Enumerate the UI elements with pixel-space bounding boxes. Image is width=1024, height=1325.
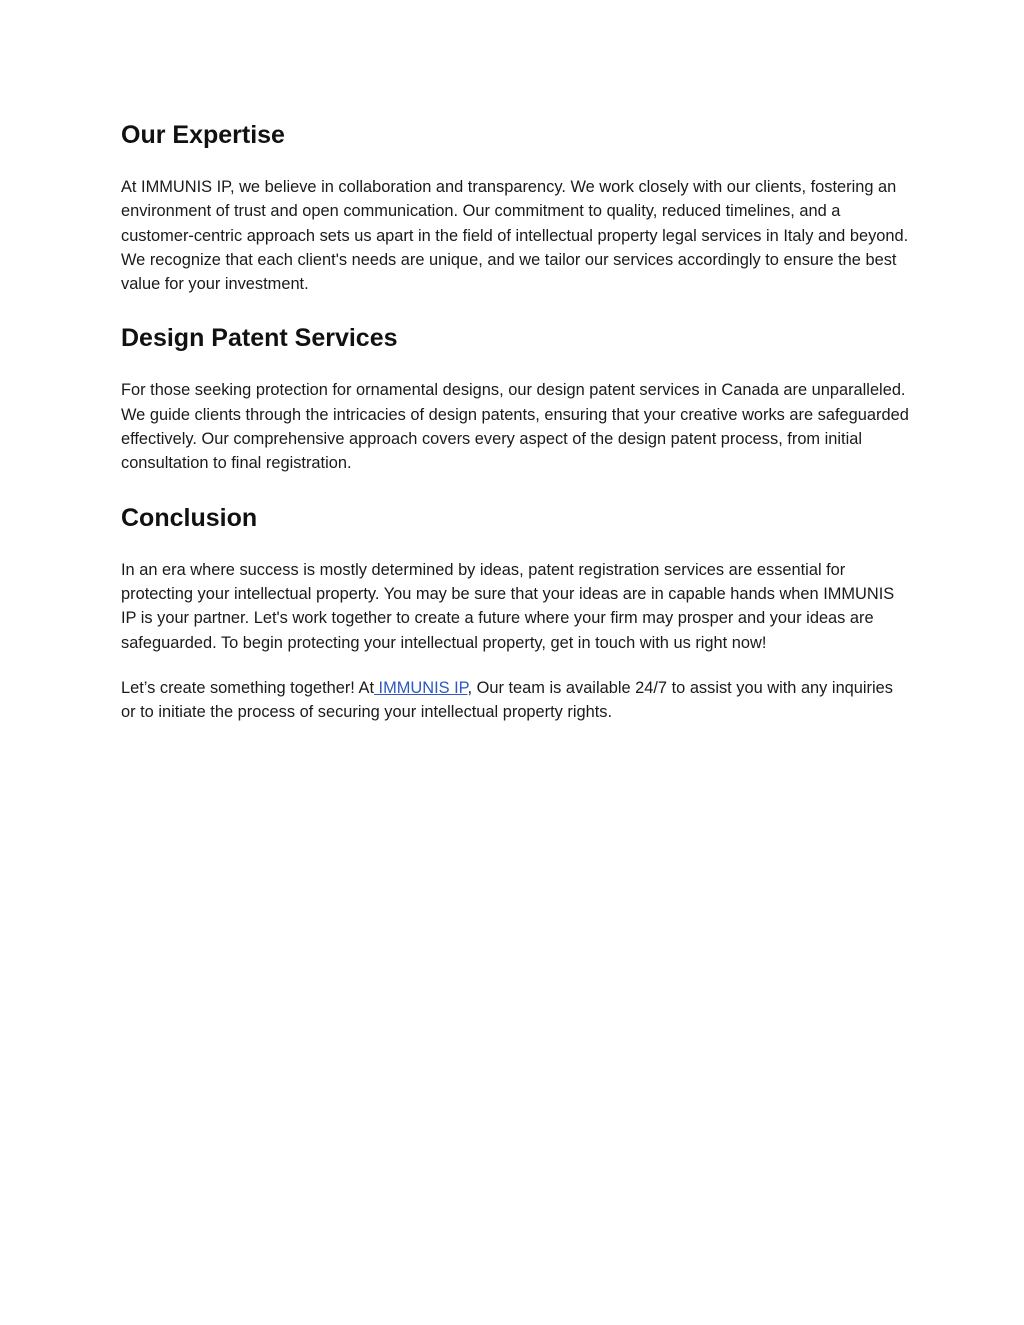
document-page [121, 118, 911, 749]
section-paragraph: At IMMUNIS IP, we believe in collaboration and transparency. We work closely with our clients, fostering an environment of trust and open communication. Our commitment to quality, reduced timelines, and a customer-centric approach sets us apart in the field of intellectual property legal services in Italy and beyond. We recognize that each client's needs are unique, and we tailor our services accordingly to ensure the best value for your investment. [121, 178, 909, 294]
section-our-expertise [121, 118, 911, 296]
closing-text-after-link: , Our team is available 24/7 to assist you with any inquiries or to initiate the process of securing your intellectual property rights. [121, 678, 893, 722]
section-conclusion [121, 501, 911, 725]
section-heading: Design Patent Services [121, 324, 398, 353]
closing-text-before-link: Let’s create something together! At [121, 678, 374, 697]
closing-paragraph [121, 676, 911, 725]
section-heading: Conclusion [121, 503, 258, 532]
section-paragraph: In an era where success is mostly determined by ideas, patent registration services are essential for protecting your intellectual property. You may be sure that your ideas are in capable hands when IMMUNIS IP is your partner. Let's work together to create a future where your firm may prosper and your ideas are safeguarded. To begin protecting your intellectual property, get in touch with us right now! [121, 560, 895, 652]
section-heading: Our Expertise [121, 121, 285, 149]
immunis-ip-link[interactable]: IMMUNIS IP [374, 678, 468, 697]
section-design-patent-services [121, 321, 911, 475]
section-paragraph: For those seeking protection for ornamental designs, our design patent services in Canada are unparalleled. We guide clients through the intricacies of design patents, ensuring that your creative works are safeguarded effectively. Our comprehensive approach covers every aspect of the design patent process, from initial consultation to final registration. [121, 381, 909, 473]
